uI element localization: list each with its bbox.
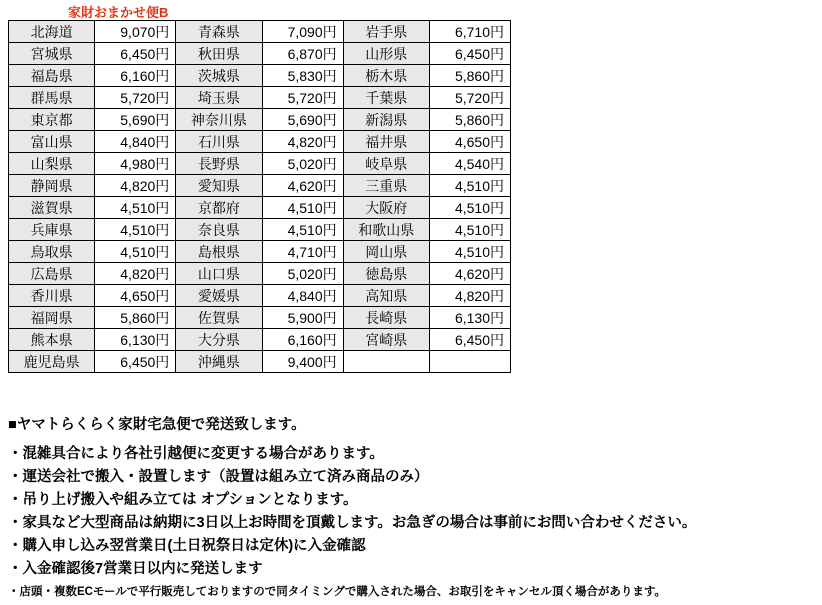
price-cell: 4,710円: [262, 241, 343, 263]
price-cell: 5,020円: [262, 153, 343, 175]
price-cell: 6,710円: [429, 21, 510, 43]
price-cell: 4,510円: [262, 197, 343, 219]
prefecture-cell: 大分県: [176, 329, 262, 351]
prefecture-cell: 新潟県: [343, 109, 429, 131]
table-row: [9, 263, 511, 285]
prefecture-cell: 山形県: [343, 43, 429, 65]
prefecture-cell: 富山県: [9, 131, 95, 153]
prefecture-cell: 長野県: [176, 153, 262, 175]
empty-cell: [429, 351, 510, 373]
table-row: [9, 197, 511, 219]
prefecture-cell: 静岡県: [9, 175, 95, 197]
table-row: [9, 43, 511, 65]
price-cell: 6,450円: [95, 351, 176, 373]
price-cell: 6,130円: [95, 329, 176, 351]
prefecture-cell: 大阪府: [343, 197, 429, 219]
prefecture-cell: 広島県: [9, 263, 95, 285]
price-cell: 6,870円: [262, 43, 343, 65]
prefecture-cell: 愛知県: [176, 175, 262, 197]
prefecture-cell: 福岡県: [9, 307, 95, 329]
price-cell: 4,650円: [95, 285, 176, 307]
table-row: [9, 351, 511, 373]
prefecture-cell: 佐賀県: [176, 307, 262, 329]
table-row: [9, 219, 511, 241]
prefecture-cell: 東京都: [9, 109, 95, 131]
table-row: [9, 285, 511, 307]
prefecture-cell: 千葉県: [343, 87, 429, 109]
price-cell: 4,820円: [95, 175, 176, 197]
prefecture-cell: 滋賀県: [9, 197, 95, 219]
prefecture-cell: 鹿児島県: [9, 351, 95, 373]
price-cell: 6,130円: [429, 307, 510, 329]
price-cell: 4,620円: [262, 175, 343, 197]
price-cell: 4,840円: [262, 285, 343, 307]
price-cell: 7,090円: [262, 21, 343, 43]
page-title: 家財おまかせ便B: [68, 5, 169, 20]
prefecture-cell: 山梨県: [9, 153, 95, 175]
prefecture-cell: 島根県: [176, 241, 262, 263]
table-row: [9, 241, 511, 263]
note-line: ・購入申し込み翌営業日(土日祝祭日は定休)に入金確認: [8, 538, 366, 554]
price-cell: 4,510円: [95, 219, 176, 241]
prefecture-cell: 青森県: [176, 21, 262, 43]
price-cell: 4,840円: [95, 131, 176, 153]
prefecture-cell: 石川県: [176, 131, 262, 153]
note-line: ・運送会社で搬入・設置します（設置は組み立て済み商品のみ）: [8, 469, 429, 485]
price-cell: 4,540円: [429, 153, 510, 175]
note-line: ・入金確認後7営業日以内に発送します: [8, 561, 263, 577]
table-row: [9, 329, 511, 351]
prefecture-cell: 宮城県: [9, 43, 95, 65]
note-line: ・家具など大型商品は納期に3日以上お時間を頂戴します。お急ぎの場合は事前にお問い合わせください。: [8, 515, 697, 531]
price-cell: 5,690円: [262, 109, 343, 131]
prefecture-cell: 愛媛県: [176, 285, 262, 307]
price-cell: 4,510円: [95, 241, 176, 263]
price-cell: 6,450円: [95, 43, 176, 65]
table-row: [9, 21, 511, 43]
prefecture-cell: 熊本県: [9, 329, 95, 351]
price-cell: 4,510円: [429, 241, 510, 263]
table-row: [9, 153, 511, 175]
table-body: [9, 21, 511, 373]
price-cell: 5,900円: [262, 307, 343, 329]
prefecture-cell: 神奈川県: [176, 109, 262, 131]
prefecture-cell: 岩手県: [343, 21, 429, 43]
prefecture-cell: 京都府: [176, 197, 262, 219]
price-cell: 5,860円: [429, 109, 510, 131]
prefecture-cell: 鳥取県: [9, 241, 95, 263]
price-cell: 4,620円: [429, 263, 510, 285]
price-cell: 6,160円: [95, 65, 176, 87]
price-cell: 6,450円: [429, 329, 510, 351]
prefecture-cell: 北海道: [9, 21, 95, 43]
price-cell: 5,720円: [429, 87, 510, 109]
price-cell: 4,980円: [95, 153, 176, 175]
prefecture-cell: 香川県: [9, 285, 95, 307]
price-cell: 9,400円: [262, 351, 343, 373]
empty-cell: [343, 351, 429, 373]
prefecture-cell: 茨城県: [176, 65, 262, 87]
prefecture-cell: 山口県: [176, 263, 262, 285]
price-cell: 5,860円: [95, 307, 176, 329]
price-cell: 5,720円: [262, 87, 343, 109]
price-cell: 4,650円: [429, 131, 510, 153]
price-cell: 6,160円: [262, 329, 343, 351]
prefecture-cell: 岡山県: [343, 241, 429, 263]
prefecture-cell: 兵庫県: [9, 219, 95, 241]
price-cell: 4,510円: [95, 197, 176, 219]
price-cell: 4,820円: [262, 131, 343, 153]
table-row: [9, 65, 511, 87]
note-line: ・吊り上げ搬入や組み立ては オプションとなります。: [8, 492, 358, 508]
table-row: [9, 175, 511, 197]
prefecture-cell: 宮崎県: [343, 329, 429, 351]
prefecture-cell: 奈良県: [176, 219, 262, 241]
table-row: [9, 87, 511, 109]
price-cell: 4,510円: [429, 197, 510, 219]
prefecture-cell: 岐阜県: [343, 153, 429, 175]
notes-heading: ■ヤマトらくらく家財宅急便で発送致します。: [8, 417, 306, 433]
price-cell: 4,510円: [429, 219, 510, 241]
prefecture-cell: 福島県: [9, 65, 95, 87]
notes-section: [8, 413, 808, 605]
prefecture-cell: 徳島県: [343, 263, 429, 285]
price-cell: 4,820円: [429, 285, 510, 307]
table-row: [9, 131, 511, 153]
price-cell: 6,450円: [429, 43, 510, 65]
shipping-fee-table: [8, 20, 511, 373]
prefecture-cell: 和歌山県: [343, 219, 429, 241]
price-cell: 4,820円: [95, 263, 176, 285]
table-row: [9, 307, 511, 329]
price-cell: 5,690円: [95, 109, 176, 131]
prefecture-cell: 三重県: [343, 175, 429, 197]
price-cell: 4,510円: [429, 175, 510, 197]
prefecture-cell: 長崎県: [343, 307, 429, 329]
table-row: [9, 109, 511, 131]
note-line: ・混雑具合により各社引越便に変更する場合があります。: [8, 446, 384, 462]
note-line-small: ・店頭・複数ECモールで平行販売しておりますので同タイミングで購入された場合、お取引をキャンセル頂く場合があります。: [8, 586, 666, 598]
price-cell: 5,860円: [429, 65, 510, 87]
prefecture-cell: 沖縄県: [176, 351, 262, 373]
prefecture-cell: 栃木県: [343, 65, 429, 87]
prefecture-cell: 高知県: [343, 285, 429, 307]
prefecture-cell: 埼玉県: [176, 87, 262, 109]
price-cell: 4,510円: [262, 219, 343, 241]
price-cell: 5,020円: [262, 263, 343, 285]
prefecture-cell: 群馬県: [9, 87, 95, 109]
price-cell: 9,070円: [95, 21, 176, 43]
price-cell: 5,830円: [262, 65, 343, 87]
prefecture-cell: 秋田県: [176, 43, 262, 65]
price-cell: 5,720円: [95, 87, 176, 109]
prefecture-cell: 福井県: [343, 131, 429, 153]
